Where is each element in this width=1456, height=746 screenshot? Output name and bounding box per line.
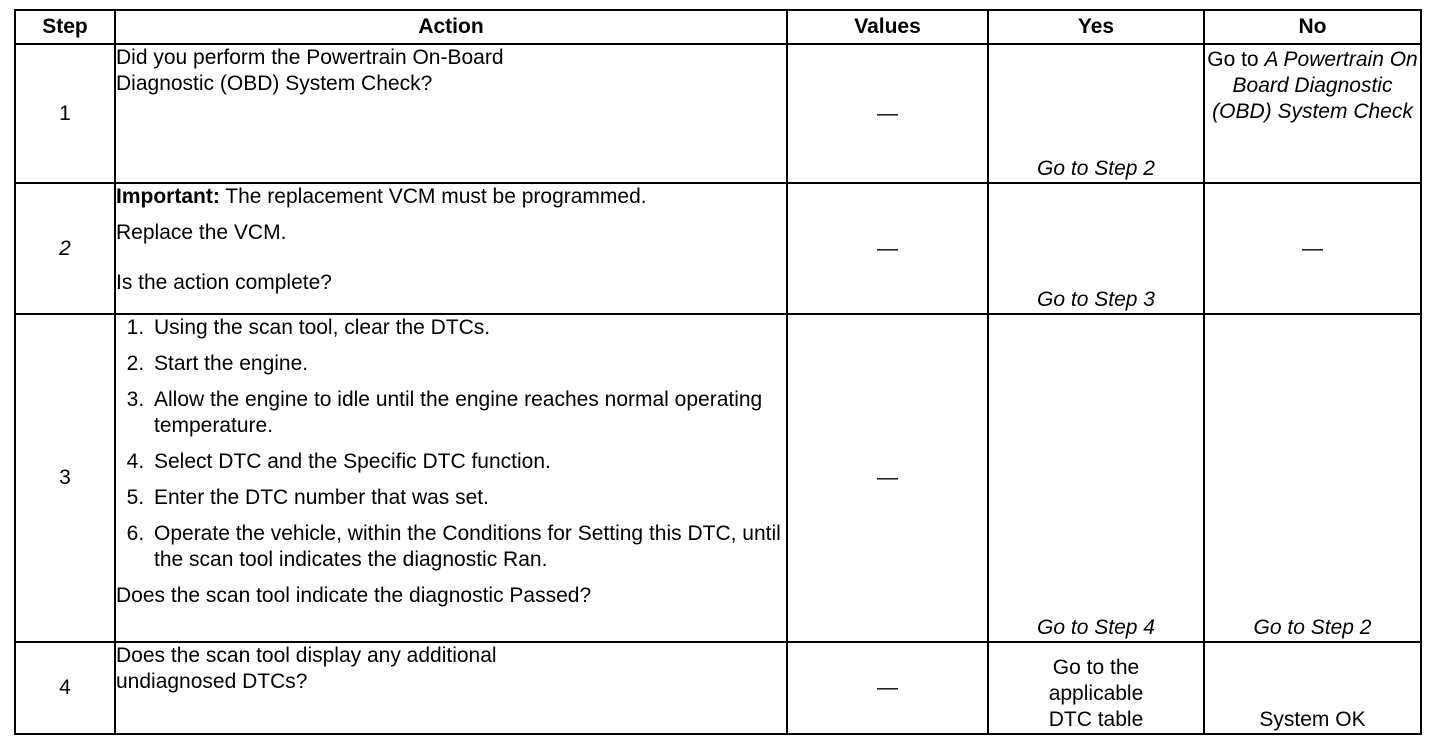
- yes-text: Go to the: [1052, 656, 1140, 679]
- procedure-step: 1. Using the scan tool, clear the DTCs.: [150, 315, 786, 341]
- no-cell: Go to Step 2: [1204, 314, 1421, 642]
- diagnostic-table: [14, 9, 1422, 735]
- step-number: 4: [15, 642, 115, 734]
- header-yes: Yes: [988, 10, 1204, 44]
- procedure-step: 3. Allow the engine to idle until the engine reaches normal operating temperature.: [150, 387, 786, 439]
- table-row: [15, 183, 1421, 314]
- action-text: Does the scan tool display any additional: [116, 644, 497, 668]
- action-cell: [115, 44, 787, 183]
- action-text: Did you perform the Powertrain On-Board: [116, 46, 504, 69]
- values-cell: —: [787, 183, 988, 314]
- procedure-step: 2. Start the engine.: [150, 351, 786, 377]
- values-cell: —: [787, 314, 988, 642]
- important-note: [116, 184, 786, 210]
- header-action: Action: [115, 10, 787, 44]
- header-row: [15, 10, 1421, 44]
- no-cell: —: [1204, 183, 1421, 314]
- no-cell: System OK: [1204, 642, 1421, 734]
- values-cell: —: [787, 642, 988, 734]
- no-cell: [1204, 44, 1421, 183]
- step-number: 2: [15, 183, 115, 314]
- no-prefix: Go to: [1207, 48, 1265, 71]
- table-row: [15, 642, 1421, 734]
- action-text: Replace the VCM.: [116, 221, 287, 245]
- action-cell: [115, 183, 787, 314]
- action-cell: [115, 642, 787, 734]
- important-label: Important:: [116, 185, 220, 209]
- no-reference: A Powertrain On Board Diagnostic (OBD) System Check: [1212, 48, 1418, 123]
- action-text: Diagnostic (OBD) System Check?: [116, 72, 433, 95]
- step-number: 3: [15, 314, 115, 642]
- action-cell: [115, 314, 787, 642]
- header-no: No: [1204, 10, 1421, 44]
- yes-cell: Go to Step 4: [988, 314, 1204, 642]
- header-values: Values: [787, 10, 988, 44]
- yes-text: DTC table: [1048, 708, 1144, 731]
- header-step: Step: [15, 10, 115, 44]
- yes-cell: Go to Step 2: [988, 44, 1204, 183]
- yes-text: applicable: [1048, 682, 1144, 705]
- yes-cell: Go to Step 3: [988, 183, 1204, 314]
- procedure-list: [116, 315, 786, 573]
- action-text: undiagnosed DTCs?: [116, 670, 308, 694]
- procedure-step: 5. Enter the DTC number that was set.: [150, 485, 786, 511]
- procedure-step: 4. Select DTC and the Specific DTC function.: [150, 449, 786, 475]
- action-question: Is the action complete?: [116, 271, 332, 295]
- yes-cell: [988, 642, 1204, 734]
- procedure-step: 6. Operate the vehicle, within the Conditions for Setting this DTC, until the scan tool indicates the diagnostic Ran.: [150, 521, 786, 573]
- table-row: [15, 44, 1421, 183]
- action-question: Does the scan tool indicate the diagnostic Passed?: [116, 584, 592, 608]
- values-cell: —: [787, 44, 988, 183]
- important-text: The replacement VCM must be programmed.: [219, 185, 647, 209]
- table-row: [15, 314, 1421, 642]
- step-number: 1: [15, 44, 115, 183]
